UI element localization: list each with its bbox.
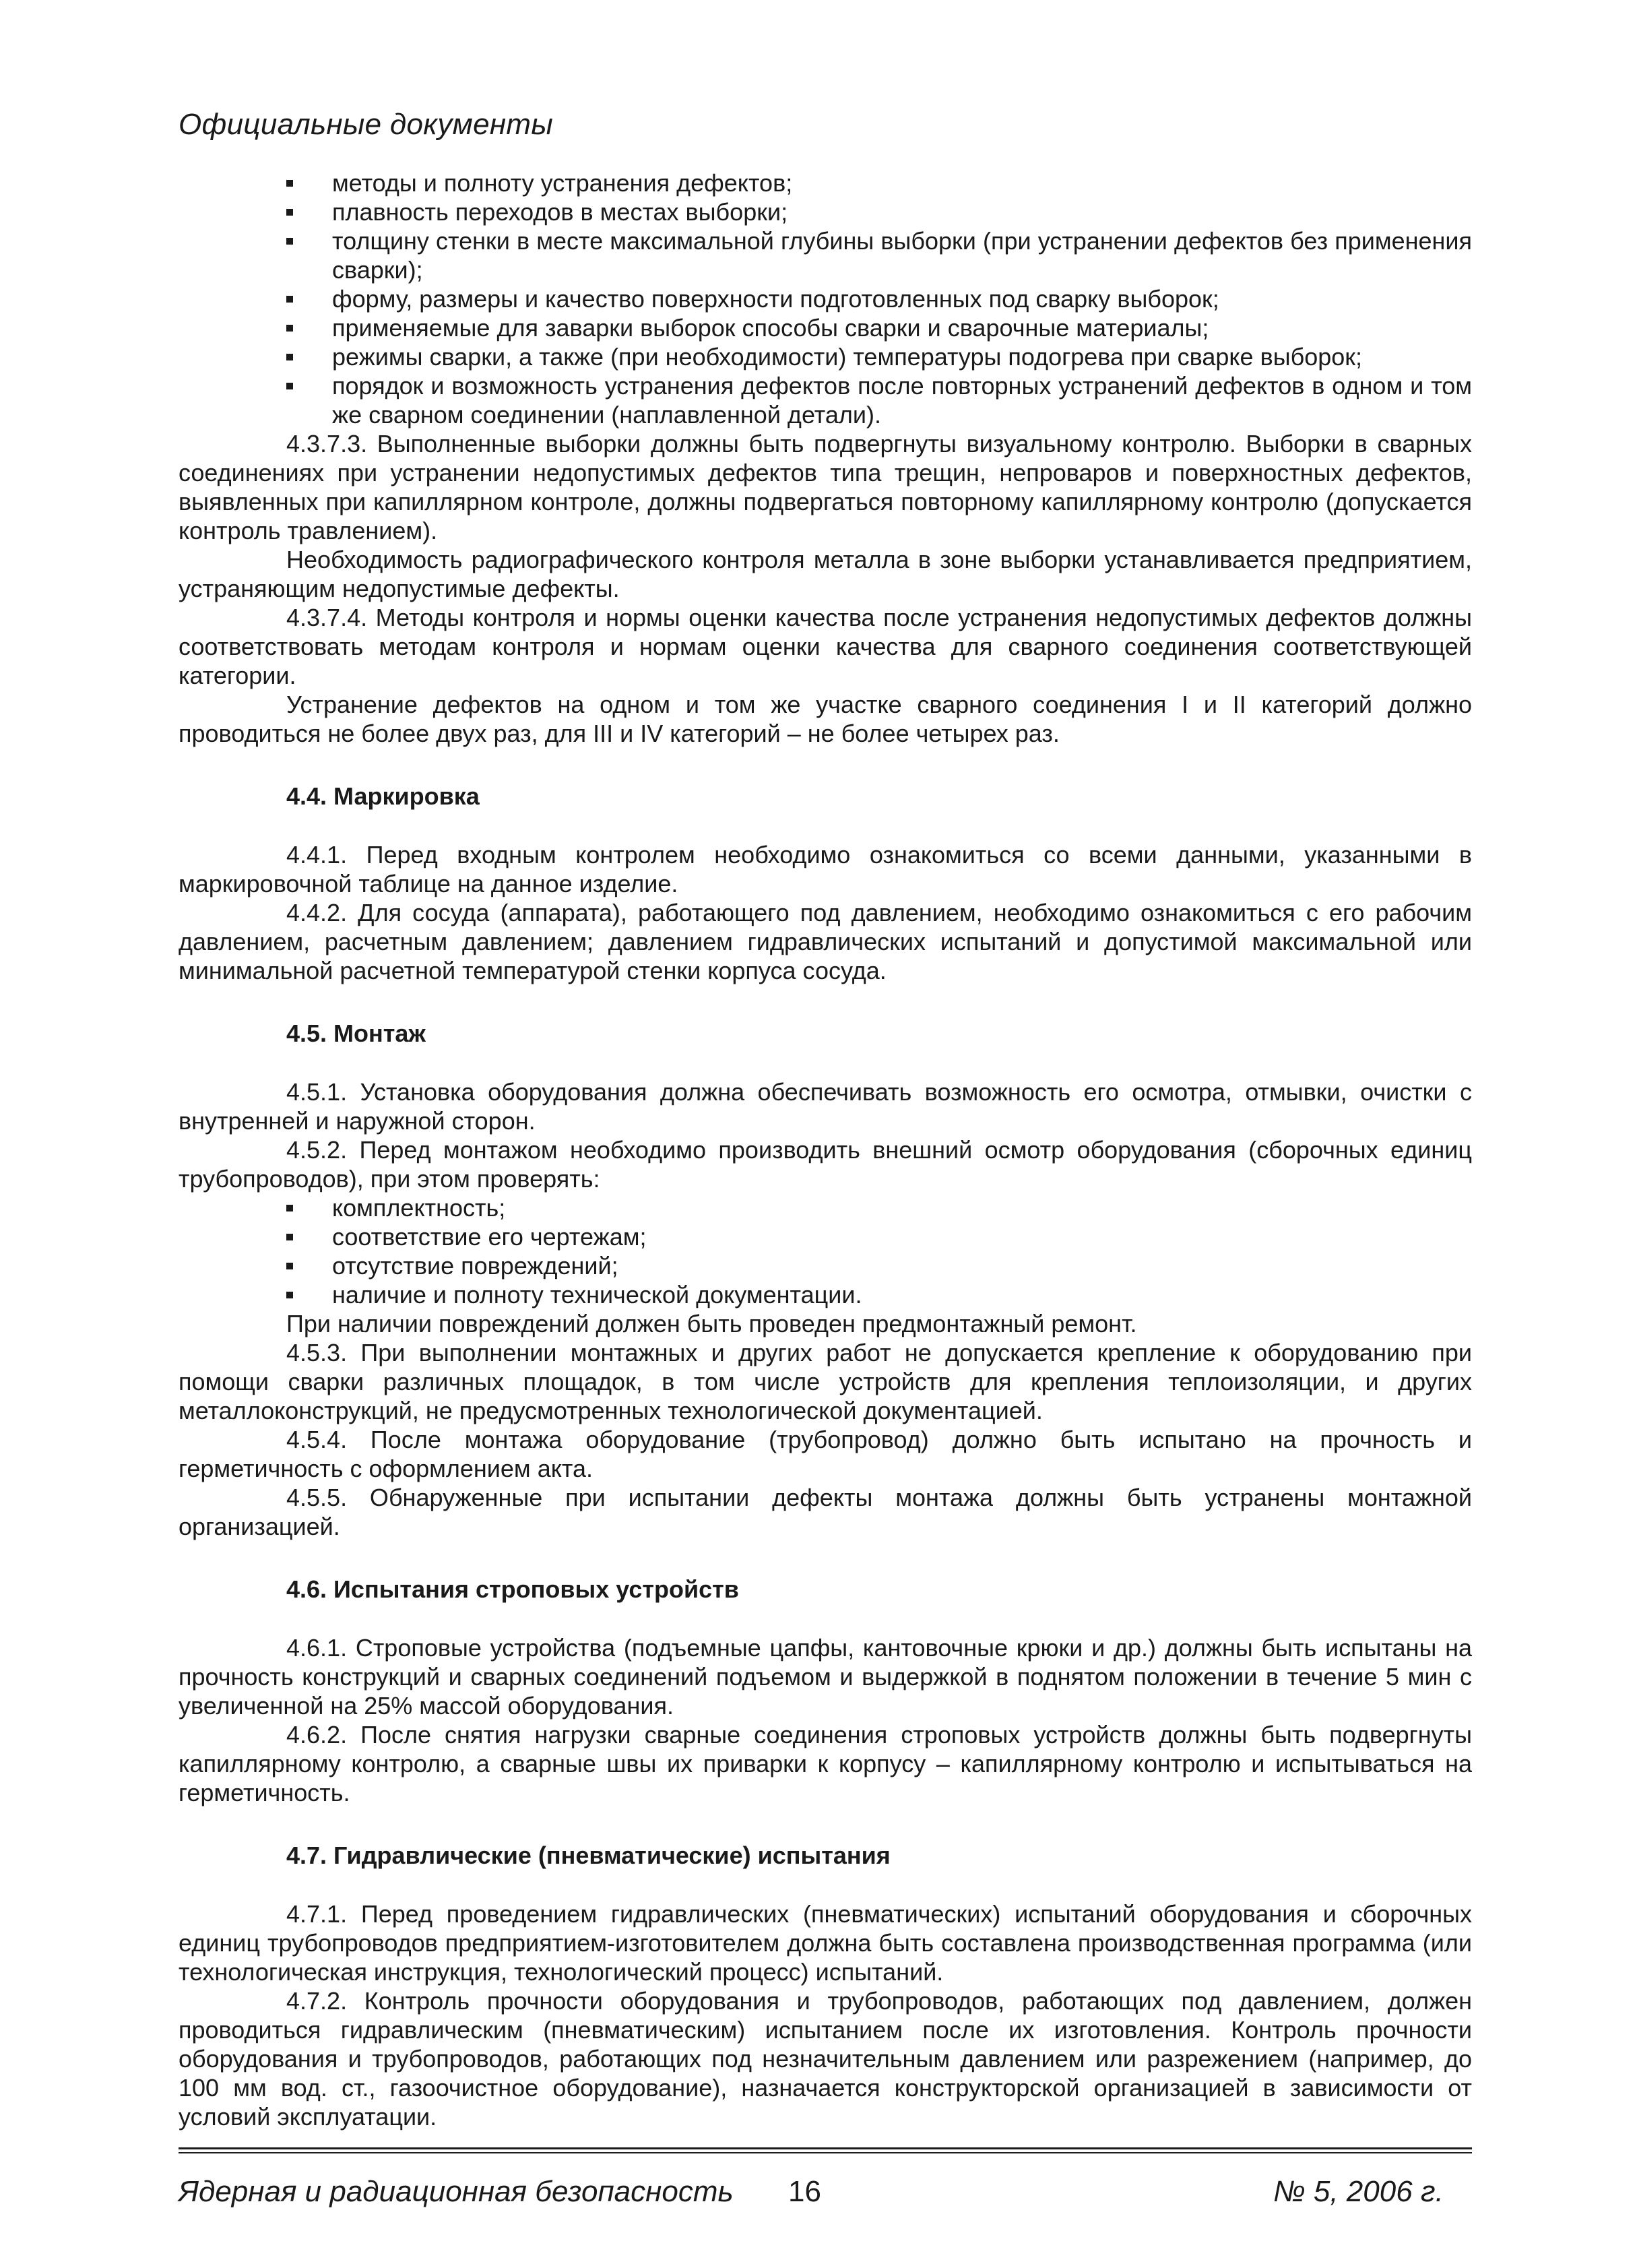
page-number: 16 bbox=[788, 2175, 821, 2208]
paragraph: 4.5.4. После монтажа оборудование (трубопровод) должно быть испытано на прочность и герметичность с оформлением акта. bbox=[179, 1426, 1472, 1482]
section-heading-marking: 4.4. Маркировка bbox=[286, 782, 480, 810]
defect-check-list bbox=[179, 168, 1472, 429]
list-item: форму, размеры и качество поверхности подготовленных под сварку выборок; bbox=[179, 284, 1472, 313]
list-item: порядок и возможность устранения дефектов после повторных устранений дефектов в одном и том же сварном соединении (наплавленной детали). bbox=[179, 371, 1472, 429]
list-item: толщину стенки в месте максимальной глубины выборки (при устранении дефектов без применения сварки); bbox=[179, 226, 1472, 284]
paragraph: Устранение дефектов на одном и том же участке сварного соединения I и II категорий должно проводиться не более двух раз, для III и IV категорий – не более четырех раз. bbox=[179, 691, 1472, 747]
paragraph: 4.5.1. Установка оборудования должна обеспечивать возможность его осмотра, отмывки, очистки с внутренней и наружной сторон. bbox=[179, 1078, 1472, 1135]
paragraph: 4.5.5. Обнаруженные при испытании дефекты монтажа должны быть устранены монтажной организацией. bbox=[179, 1484, 1472, 1540]
inspection-check-list bbox=[179, 1193, 1472, 1309]
footer-rule-top bbox=[179, 2147, 1472, 2149]
footer-issue: № 5, 2006 г. bbox=[1273, 2175, 1444, 2208]
list-item: отсутствие повреждений; bbox=[179, 1251, 1472, 1280]
section-heading-sling-tests: 4.6. Испытания строповых устройств bbox=[286, 1575, 739, 1603]
list-item: режимы сварки, а также (при необходимости) температуры подогрева при сварке выборок; bbox=[179, 342, 1472, 371]
section-heading-hydraulic-tests: 4.7. Гидравлические (пневматические) испытания bbox=[286, 1841, 891, 1869]
list-item: комплектность; bbox=[179, 1193, 1472, 1222]
paragraph: 4.5.2. Перед монтажом необходимо производить внешний осмотр оборудования (сборочных единиц трубопроводов), при этом проверять: bbox=[179, 1136, 1472, 1193]
list-item: плавность переходов в местах выборки; bbox=[179, 197, 1472, 226]
paragraph: 4.6.2. После снятия нагрузки сварные соединения строповых устройств должны быть подвергнуты капиллярному контролю, а сварные швы их приварки к корпусу – капиллярному контролю и испытываться на герметичность. bbox=[179, 1721, 1472, 1806]
paragraph: При наличии повреждений должен быть проведен предмонтажный ремонт. bbox=[286, 1310, 1137, 1337]
paragraph: 4.6.1. Строповые устройства (подъемные цапфы, кантовочные крюки и др.) должны быть испытаны на прочность конструкций и сварных соединений подъемом и выдержкой в поднятом положении в течение 5 мин с увеличенной на 25% массой оборудования. bbox=[179, 1634, 1472, 1720]
paragraph: 4.3.7.3. Выполненные выборки должны быть подвергнуты визуальному контролю. Выборки в сварных соединениях при устранении недопустимых дефектов типа трещин, непроваров и поверхностных дефектов, выявленных при капиллярном контроле, должны подвергаться повторному капиллярному контролю (допускается контроль травлением). bbox=[179, 430, 1472, 544]
paragraph: 4.7.1. Перед проведением гидравлических (пневматических) испытаний оборудования и сборочных единиц трубопроводов предприятием-изготовителем должна быть составлена производственная программа (или технологическая инструкция, технологический процесс) испытаний. bbox=[179, 1900, 1472, 1986]
footer-rule-bottom bbox=[179, 2152, 1472, 2153]
paragraph: 4.7.2. Контроль прочности оборудования и трубопроводов, работающих под давлением, должен проводиться гидравлическим (пневматическим) испытанием после их изготовления. Контроль прочности оборудования и трубопроводов, работающих под незначительным давлением или разрежением (например, до 100 мм вод. ст., газоочистное оборудование), назначается конструкторской организацией в зависимости от условий эксплуатации. bbox=[179, 1987, 1472, 2131]
list-item: методы и полноту устранения дефектов; bbox=[179, 168, 1472, 197]
paragraph: Необходимость радиографического контроля металла в зоне выборки устанавливается предприятием, устраняющим недопустимые дефекты. bbox=[179, 546, 1472, 602]
paragraph: 4.4.2. Для сосуда (аппарата), работающего под давлением, необходимо ознакомиться с его рабочим давлением, расчетным давлением; давлением гидравлических испытаний и допустимой максимальной или минимальной расчетной температурой стенки корпуса сосуда. bbox=[179, 899, 1472, 984]
list-item: соответствие его чертежам; bbox=[179, 1222, 1472, 1251]
paragraph: 4.5.3. При выполнении монтажных и других работ не допускается крепление к оборудованию при помощи сварки различных площадок, в том числе устройств для крепления теплоизоляции, и других металлоконструкций, не предусмотренных технологической документацией. bbox=[179, 1339, 1472, 1424]
list-item: наличие и полноту технической документации. bbox=[179, 1280, 1472, 1309]
document-body bbox=[179, 168, 1472, 2131]
paragraph: 4.4.1. Перед входным контролем необходимо ознакомиться со всеми данными, указанными в маркировочной таблице на данное изделие. bbox=[179, 841, 1472, 897]
running-header: Официальные документы bbox=[179, 108, 554, 141]
footer-journal-title: Ядерная и радиационная безопасность bbox=[179, 2175, 734, 2208]
list-item: применяемые для заварки выборок способы сварки и сварочные материалы; bbox=[179, 313, 1472, 342]
paragraph: 4.3.7.4. Методы контроля и нормы оценки качества после устранения недопустимых дефектов должны соответствовать методам контроля и нормам оценки качества для сварного соединения соответствующей категории. bbox=[179, 604, 1472, 689]
section-heading-installation: 4.5. Монтаж bbox=[286, 1019, 426, 1047]
